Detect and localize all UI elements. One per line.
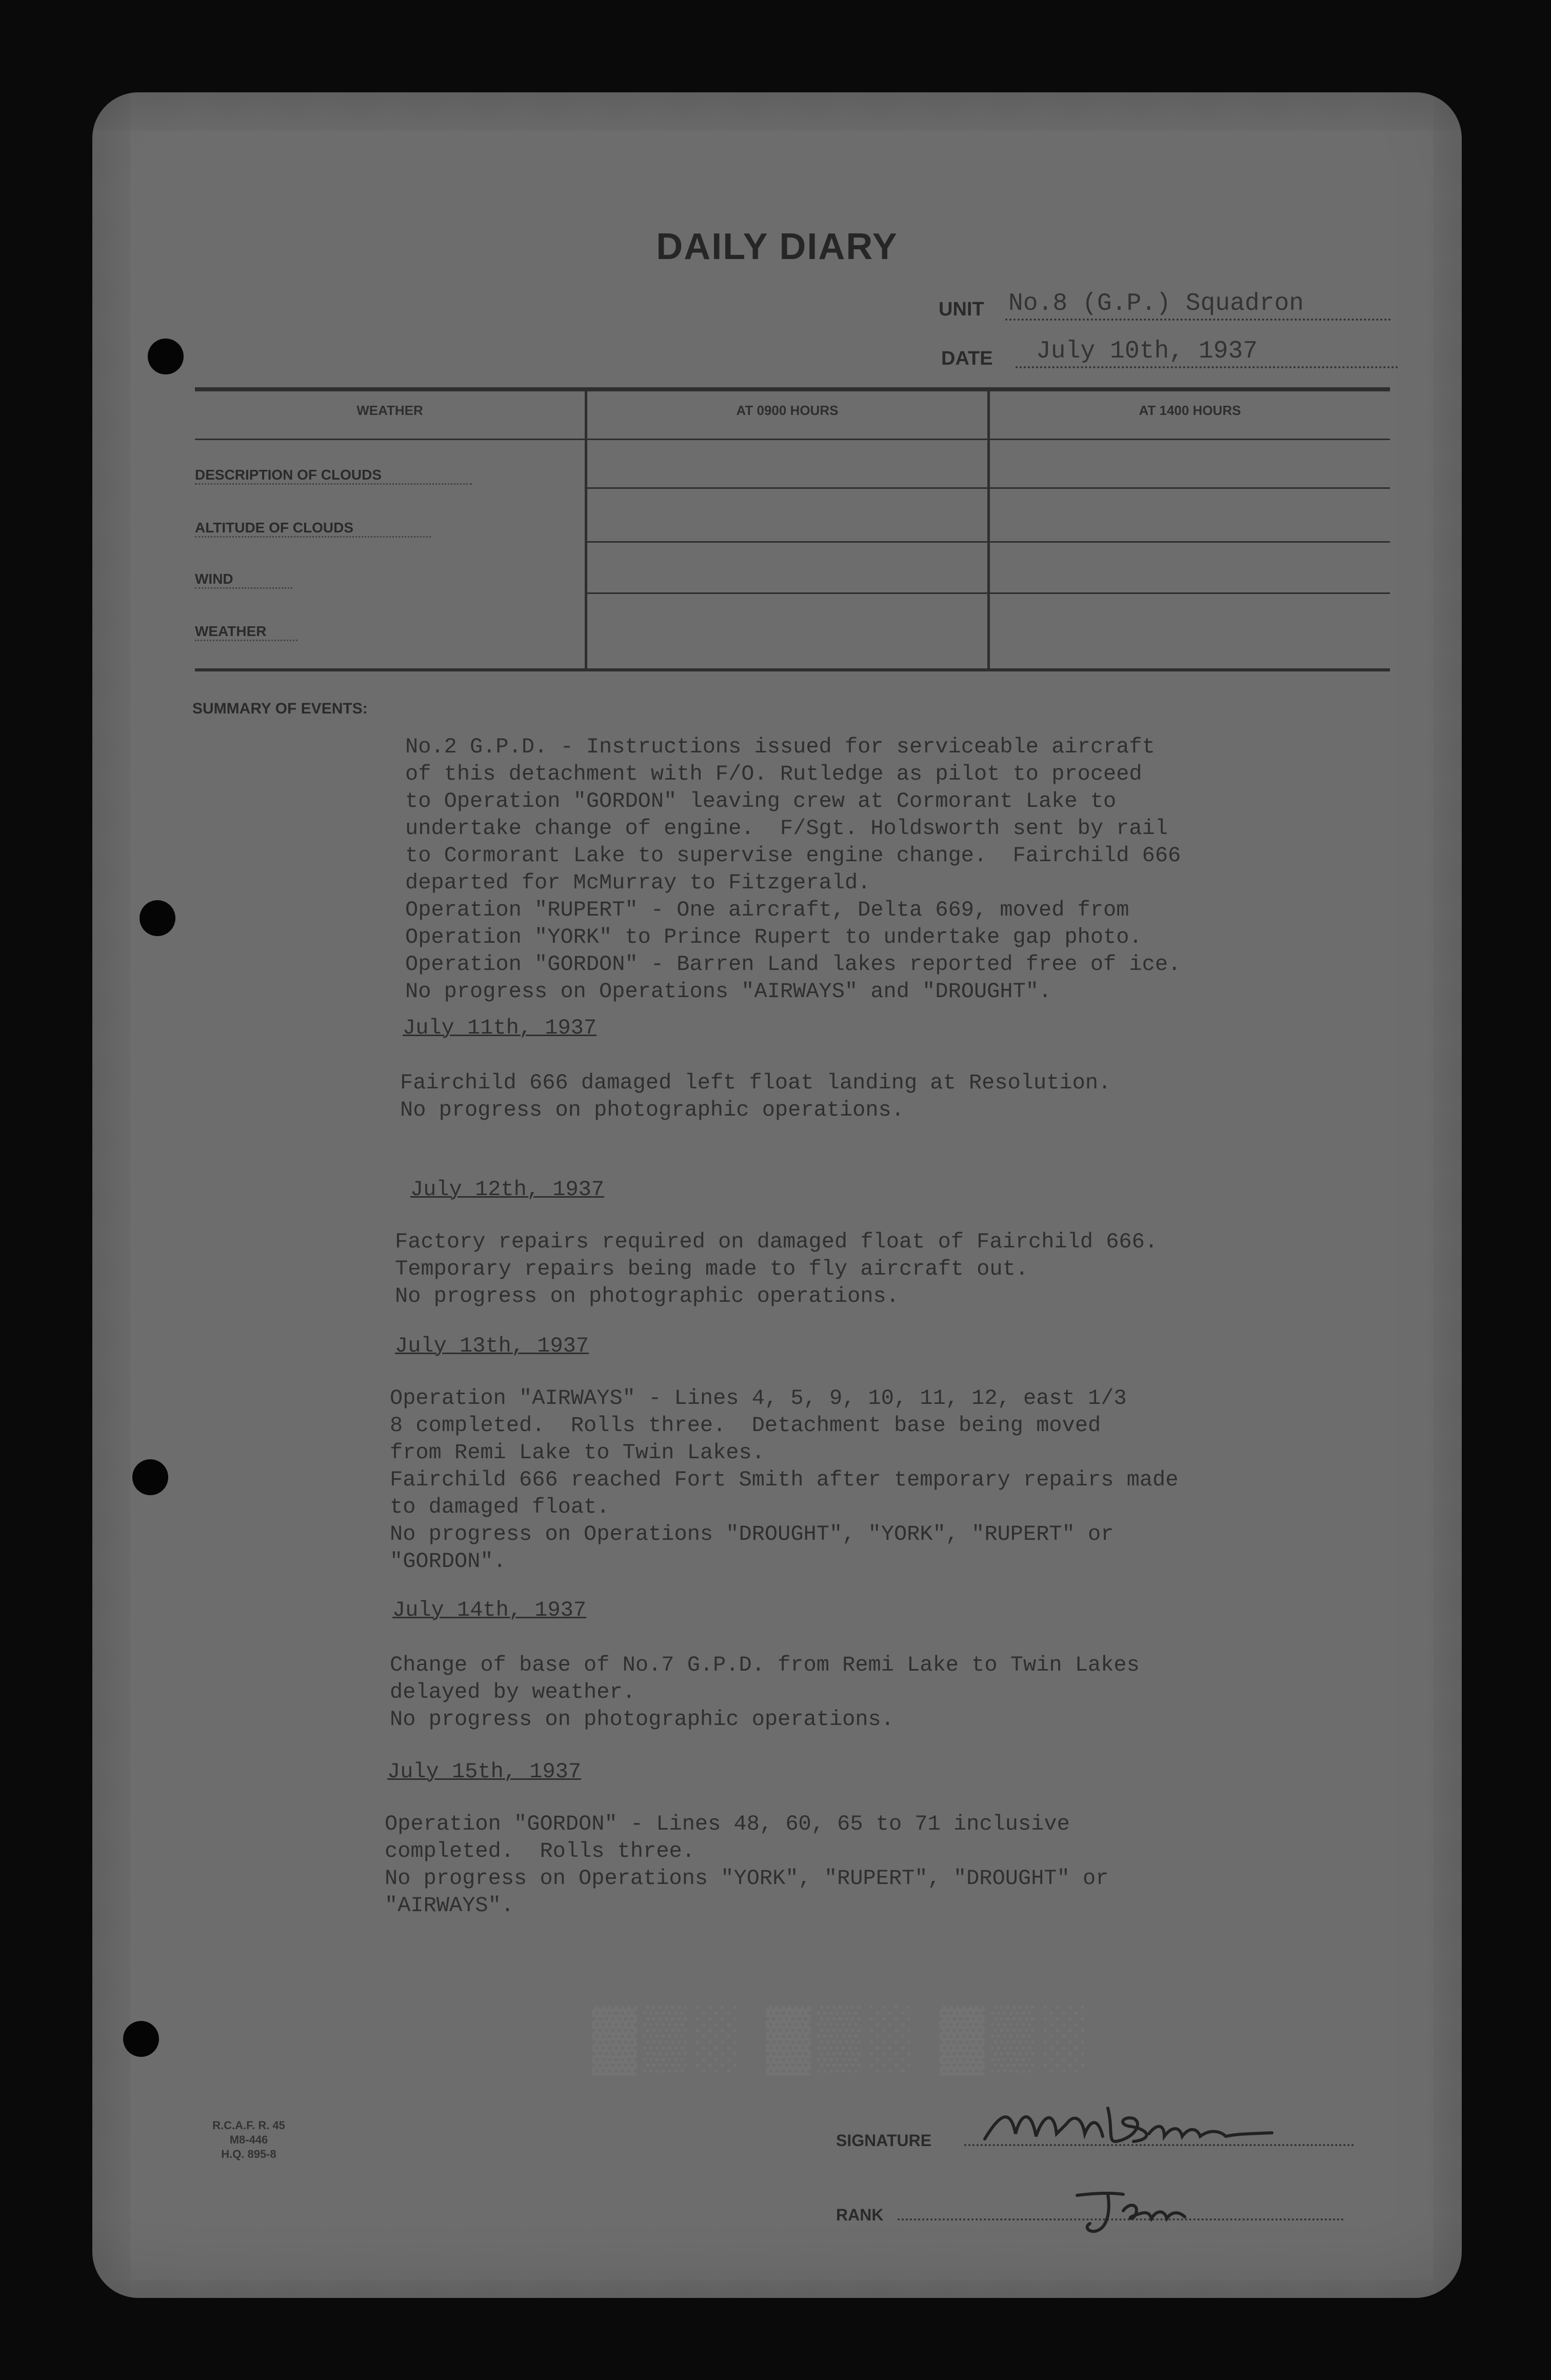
weather-table [195, 387, 1390, 675]
binder-hole [123, 2021, 159, 2057]
entry-july-10: No.2 G.P.D. - Instructions issued for serviceable aircraft of this detachment with F/O. Rutledge as pilot to proceed to Operation "GORDON" leaving crew at Cormorant Lake to undertake change of engine. F/Sgt. Holdsworth sent by rail to Cormorant Lake to supervise engine change. Fairchild 666 departed for McMurray to Fitzgerald. Operation "RUPERT" - One aircraft, Delta 669, moved from Operation "YORK" to Prince Rupert to undertake gap photo. Operation "GORDON" - Barren Land lakes reported free of ice. No progress on Operations "AIRWAYS" and "DROUGHT". [405, 735, 1181, 1004]
1400-column-header: AT 1400 HOURS [1139, 403, 1241, 418]
entry-july-11: Fairchild 666 damaged left float landing at Resolution. No progress on photographic operations. [400, 1070, 1111, 1122]
row-rule [990, 487, 1390, 489]
date-july-12: July 12th, 1937 [410, 1177, 605, 1202]
row-rule [990, 592, 1390, 594]
table-top-rule [195, 387, 1390, 391]
rank-label: RANK [836, 2206, 884, 2224]
weather-column-header: WEATHER [356, 403, 423, 418]
column-divider [585, 387, 587, 671]
header-rule [990, 439, 1390, 440]
row-rule [990, 541, 1390, 543]
unit-value: No.8 (G.P.) Squadron [1005, 290, 1391, 321]
weather-row-label: WEATHER [195, 623, 297, 641]
signature-label: SIGNATURE [836, 2131, 932, 2150]
unit-label: UNIT [939, 299, 984, 320]
date-label: DATE [941, 348, 993, 369]
table-bottom-rule [195, 668, 1390, 671]
altitude-of-clouds-label: ALTITUDE OF CLOUDS [195, 520, 431, 538]
header-rule [195, 439, 585, 440]
date-july-13: July 13th, 1937 [395, 1334, 589, 1358]
form-id-line: M8-446 [229, 2133, 268, 2146]
bleed-through-heading: ▓▒░ ▓▒░ ▓▒░ [592, 2001, 1090, 2070]
date-july-14: July 14th, 1937 [392, 1598, 587, 1622]
binder-hole [140, 900, 175, 936]
diary-page [92, 92, 1462, 2298]
form-id-line: H.Q. 895-8 [221, 2148, 276, 2160]
row-rule [587, 487, 987, 489]
row-rule [587, 541, 987, 543]
handwritten-signature [980, 2093, 1287, 2154]
binder-hole [148, 339, 184, 374]
entry-july-13: Operation "AIRWAYS" - Lines 4, 5, 9, 10, 11, 12, east 1/3 8 completed. Rolls three. Detachment base being moved from Remi Lake to Twin Lakes. Fairchild 666 reached Fort Smith after temporary repairs made to damaged float. No progress on Operations "DROUGHT", "YORK", "RUPERT" or "GORDON". [390, 1386, 1179, 1574]
entry-july-14: Change of base of No.7 G.P.D. from Remi Lake to Twin Lakes delayed by weather. No progress on photographic operations. [390, 1653, 1140, 1732]
wind-label: WIND [195, 571, 292, 589]
description-of-clouds-label: DESCRIPTION OF CLOUDS [195, 467, 472, 485]
date-july-15: July 15th, 1937 [387, 1759, 582, 1784]
column-divider [987, 387, 990, 671]
row-rule [587, 592, 987, 594]
date-july-11: July 11th, 1937 [403, 1016, 597, 1040]
0900-column-header: AT 0900 HOURS [736, 403, 839, 418]
summary-of-events-label: SUMMARY OF EVENTS: [192, 700, 368, 717]
entry-july-12: Factory repairs required on damaged float of Fairchild 666. Temporary repairs being made to fly aircraft out. No progress on photographic operations. [395, 1229, 1158, 1308]
header-rule [587, 439, 987, 440]
handwritten-rank [1067, 2180, 1200, 2236]
form-identifier [180, 2118, 318, 2161]
form-id-line: R.C.A.F. R. 45 [212, 2119, 285, 2132]
binder-hole [132, 1459, 168, 1495]
date-value: July 10th, 1937 [1016, 338, 1398, 368]
form-title: DAILY DIARY [656, 226, 898, 267]
entry-july-15: Operation "GORDON" - Lines 48, 60, 65 to 71 inclusive completed. Rolls three. No progress on Operations "YORK", "RUPERT", "DROUGHT" or "AIRWAYS". [385, 1812, 1109, 1918]
